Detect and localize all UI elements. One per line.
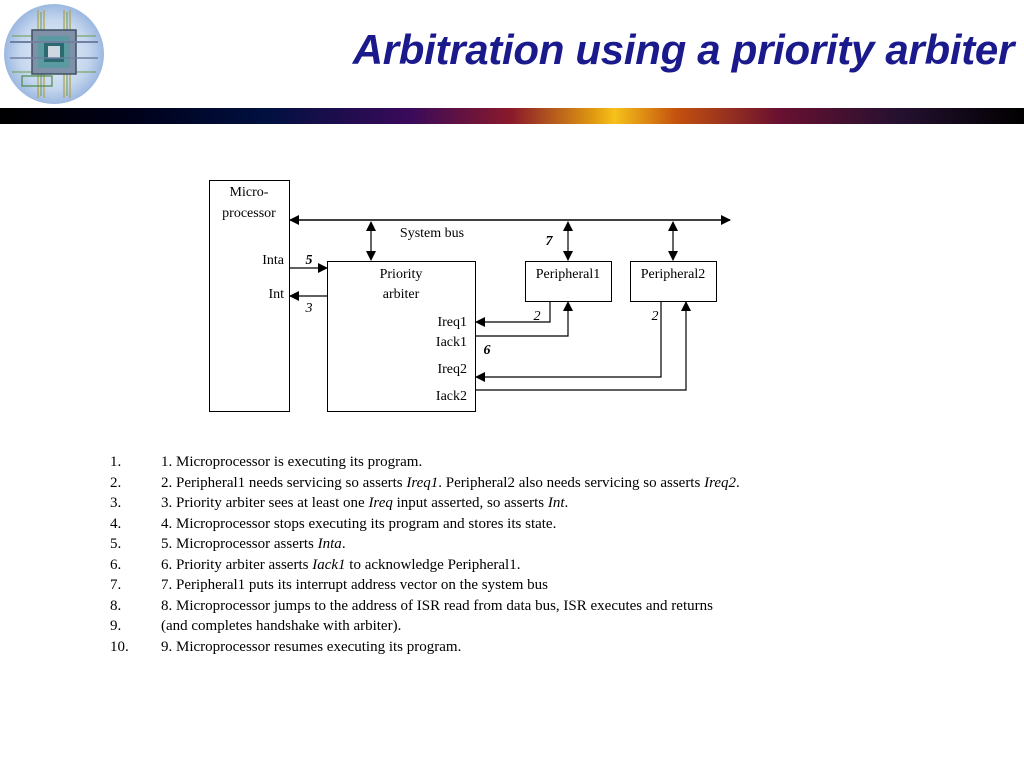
arbiter-label: Priority — [379, 267, 423, 282]
step-text-part: . Peripheral2 also needs servicing so asserts — [438, 474, 705, 491]
step-5-marker: 5 — [305, 253, 313, 268]
signal-name: Int — [547, 495, 565, 511]
iack1-arrow — [476, 302, 568, 336]
step-text-part: . — [564, 495, 569, 511]
step-text — [161, 536, 346, 552]
step-item — [110, 534, 740, 555]
step-text — [161, 516, 556, 532]
step-text-part: 2. Peripheral1 needs servicing so asserts — [161, 474, 407, 491]
signal-name: Inta — [317, 536, 342, 552]
step-item — [110, 616, 740, 637]
step-text-part: input asserted, so asserts — [392, 495, 548, 511]
step-item — [110, 493, 740, 514]
step-number: 2. — [110, 474, 122, 491]
step-text-part: 4. Microprocessor stops executing its program and stores its state. — [161, 515, 557, 532]
step-7-marker: 7 — [545, 234, 553, 249]
step-text — [161, 557, 520, 573]
step-text — [161, 618, 401, 634]
step-text-part: 8. Microprocessor jumps to the address of ISR read from data bus, ISR executes and returns — [161, 597, 713, 614]
step-text-part: 6. Priority arbiter asserts — [161, 556, 313, 573]
step-number: 9. — [110, 618, 122, 634]
step-text-part: . — [736, 474, 740, 491]
step-number: 3. — [110, 495, 122, 511]
step-item — [110, 473, 740, 494]
ireq2-label: Ireq2 — [437, 362, 467, 377]
microprocessor-label: Micro- — [229, 185, 269, 200]
step-number: 7. — [110, 577, 122, 593]
microprocessor-label-line2: processor — [222, 206, 276, 221]
step-text-part: 7. Peripheral1 puts its interrupt address vector on the system bus — [161, 577, 549, 593]
step-text — [161, 454, 422, 470]
peripheral1-label: Peripheral1 — [535, 267, 601, 282]
signal-name: Ireq1 — [406, 474, 439, 491]
step-number: 4. — [110, 515, 122, 532]
step-text-part: . — [341, 536, 346, 552]
step-number: 1. — [110, 454, 122, 470]
step-text — [161, 639, 461, 655]
step-item — [110, 452, 740, 473]
step-3-marker: 3 — [305, 301, 313, 316]
signal-name: Ireq2 — [704, 474, 737, 491]
page-title: Arbitration using a priority arbiter — [352, 26, 1014, 73]
int-label: Int — [268, 287, 284, 302]
step-number: 6. — [110, 556, 122, 573]
step-item — [110, 555, 740, 576]
step-text — [161, 495, 568, 511]
step-2-marker-peripheral1: 2 — [533, 309, 541, 324]
step-item — [110, 637, 740, 658]
step-item — [110, 596, 740, 617]
step-2-marker-peripheral2: 2 — [651, 309, 659, 324]
step-number: 8. — [110, 597, 122, 614]
signal-name: Ireq — [368, 495, 393, 511]
peripheral2-label: Peripheral2 — [640, 267, 706, 282]
system-bus-label: System bus — [399, 226, 465, 241]
step-6-marker: 6 — [483, 343, 491, 358]
step-text — [161, 577, 548, 593]
step-item — [110, 514, 740, 535]
step-text-part: 3. Priority arbiter sees at least one — [161, 495, 369, 511]
iack2-label: Iack2 — [435, 389, 467, 404]
steps-list — [110, 452, 740, 657]
arbiter-label-line2: arbiter — [382, 287, 420, 302]
ireq1-label: Ireq1 — [437, 315, 467, 330]
step-text-part: (and completes handshake with arbiter). — [161, 618, 402, 634]
signal-name: Iack1 — [312, 556, 346, 573]
step-number: 10. — [110, 638, 129, 655]
step-text-part: 5. Microprocessor asserts — [161, 536, 318, 552]
step-text-part: 9. Microprocessor resumes executing its program. — [161, 638, 462, 655]
step-text-part: to acknowledge Peripheral1. — [345, 556, 521, 573]
inta-label: Inta — [262, 253, 284, 268]
step-item — [110, 575, 740, 596]
iack1-label: Iack1 — [435, 335, 467, 350]
step-text — [161, 598, 713, 614]
step-text — [161, 475, 740, 491]
step-text-part: 1. Microprocessor is executing its program. — [161, 454, 423, 470]
step-number: 5. — [110, 536, 122, 552]
